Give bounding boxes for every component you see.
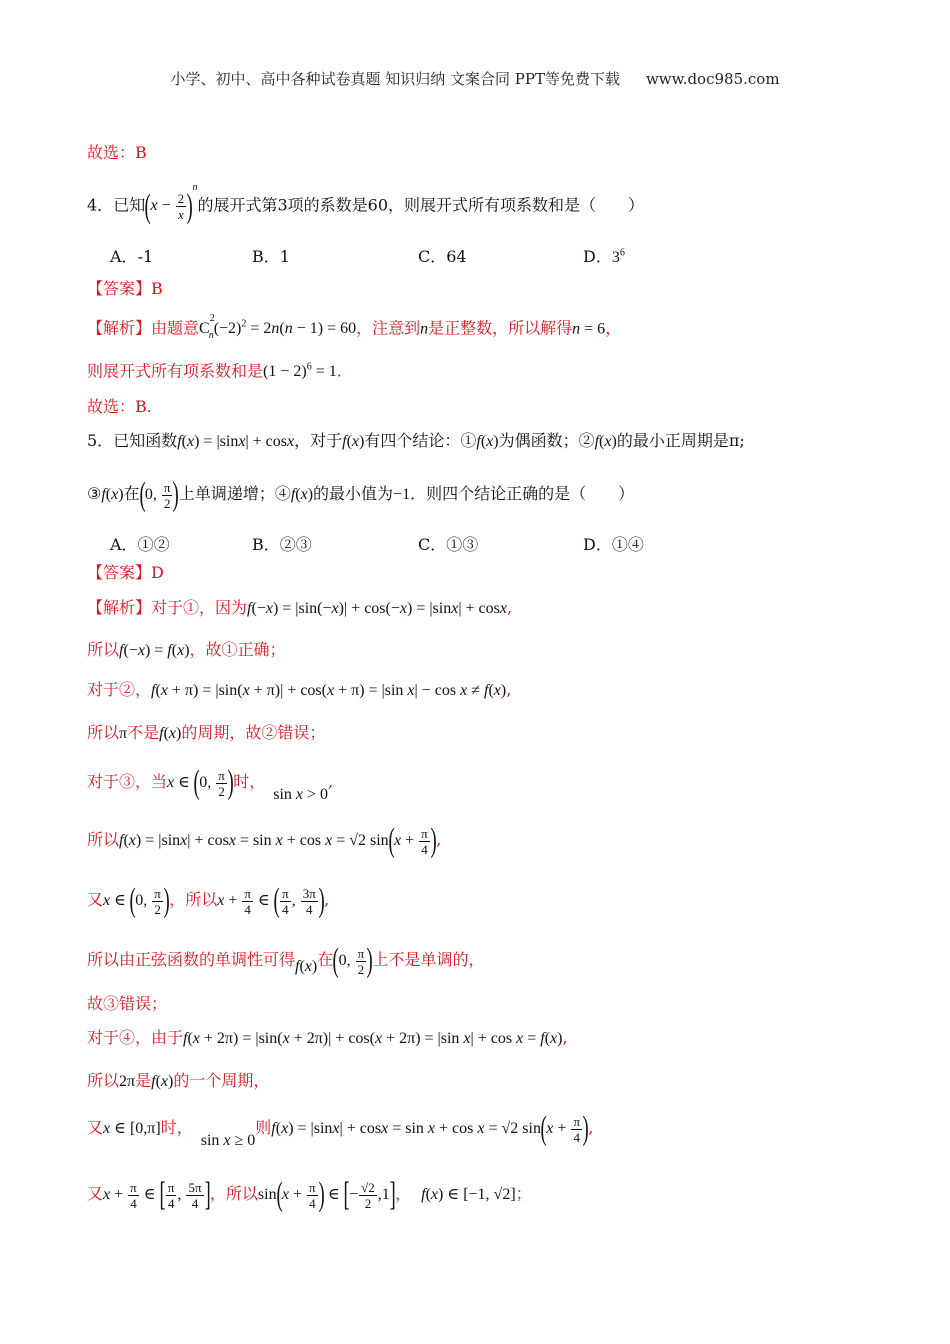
- prev-conclusion: 故选：B: [87, 143, 147, 162]
- q4-post: 的展开式第3项的系数是60，则展开式所有项系数和是（ ）: [197, 195, 645, 215]
- q4-answer: 【答案】B: [87, 279, 163, 298]
- q4-option-c: C．64: [418, 247, 467, 266]
- header-url: www.doc985.com: [645, 70, 780, 88]
- q5-answer: 【答案】D: [87, 563, 164, 582]
- q4-analysis-line2: 则展开式所有项系数和是$(1 - 2)^6 = 1$.: [87, 361, 342, 381]
- q5-step-11: 所以2π是f(x)的一个周期，: [87, 1071, 270, 1090]
- q5-option-a: A．①②: [110, 535, 170, 554]
- q5-option-b: B．②③: [252, 535, 312, 554]
- q4-pre: 已知: [113, 195, 146, 215]
- q5-step-1: 【解析】对于①，因为f(−x) = |sin(−x)| + cos(−x) = |sinx| + cosx,: [87, 598, 513, 617]
- q5-step-6: 所以f(x) = |sinx| + cosx = sin x + cos x = √2 sin(x + $\frac{\pi}{4}$ ),: [87, 822, 442, 860]
- q4-option-d: D．$3^6$: [583, 247, 625, 266]
- q4-option-a: A．-1: [110, 247, 154, 266]
- q5-step-8: 所以由正弦函数的单调性可得f(x)在(0, $\frac{\pi}{2}$ )上不是单调的，: [87, 942, 485, 980]
- q5-step-5: 对于③，当x ∈ (0, $\frac{\pi}{2}$ )时，sin x > 0,: [87, 764, 334, 803]
- q5-step-9: 故③错误；: [87, 994, 168, 1013]
- q4-binomial: (x − $\frac{2}{x}$ )$^n$: [144, 182, 198, 225]
- page-header: [0, 68, 950, 89]
- q4-option-b: B．1: [252, 247, 290, 266]
- q4-analysis-line1: 【解析】由题意$C^2_n(-2)^2 = 2n(n - 1) = 60$，注意到n是正整数，所以解得n = 6，: [87, 313, 622, 341]
- q5-step-4: 所以π不是f(x)的周期，故②错误；: [87, 723, 326, 742]
- q5-option-c: C．①③: [418, 535, 479, 554]
- q5-stem-line2: ③f(x)在(0, $\frac{\pi}{2}$ )上单调递增；④f(x)的最小值为−1．则四个结论正确的是（ ）: [87, 476, 635, 514]
- q5-step-3: 对于②，f(x + π) = |sin(x + π)| + cos(x + π) = |sin x| − cos x ≠ f(x),: [87, 680, 512, 699]
- q5-step-7: 又x ∈ (0, $\frac{\pi}{2}$ )，所以x + $\frac{\pi}{4}$ ∈ ( $\frac{\pi}{4}$ , $\frac{3\pi}{4}$ ),: [87, 882, 330, 920]
- q5-step-2: 所以f(−x) = f(x)，故①正确；: [87, 640, 286, 659]
- q4-number: 4．: [87, 195, 114, 215]
- q5-step-12: 又x ∈ [0,π]时，sin x ≥ 0则f(x) = |sinx| + cosx = sin x + cos x = √2 sin(x + $\frac{\pi}{4}$ ),: [87, 1110, 594, 1149]
- q5-option-d: D．①④: [583, 535, 644, 554]
- q5-stem-line1: 5．已知函数f(x) = |sinx| + cosx，对于f(x)有四个结论：①f(x)为偶函数；②f(x)的最小正周期是π;: [87, 431, 745, 450]
- q5-step-13: 又x + $\frac{\pi}{4}$ ∈ [ $\frac{\pi}{4}$ , $\frac{5\pi}{4}$ ]，所以sin(x + $\frac{\pi}{4}$ ) ∈ [− $\frac{√2}{2}$ ,1]， f(x) ∈ [−1, √2]；: [87, 1176, 532, 1214]
- header-text: 小学、初中、高中各种试卷真题 知识归纳 文案合同 PPT等免费下载: [170, 70, 620, 88]
- q4-conclusion: 故选：B.: [87, 397, 152, 416]
- q5-step-10: 对于④，由于f(x + 2π) = |sin(x + 2π)| + cos(x + 2π) = |sin x| + cos x = f(x),: [87, 1028, 568, 1047]
- q4-stem: [87, 182, 645, 225]
